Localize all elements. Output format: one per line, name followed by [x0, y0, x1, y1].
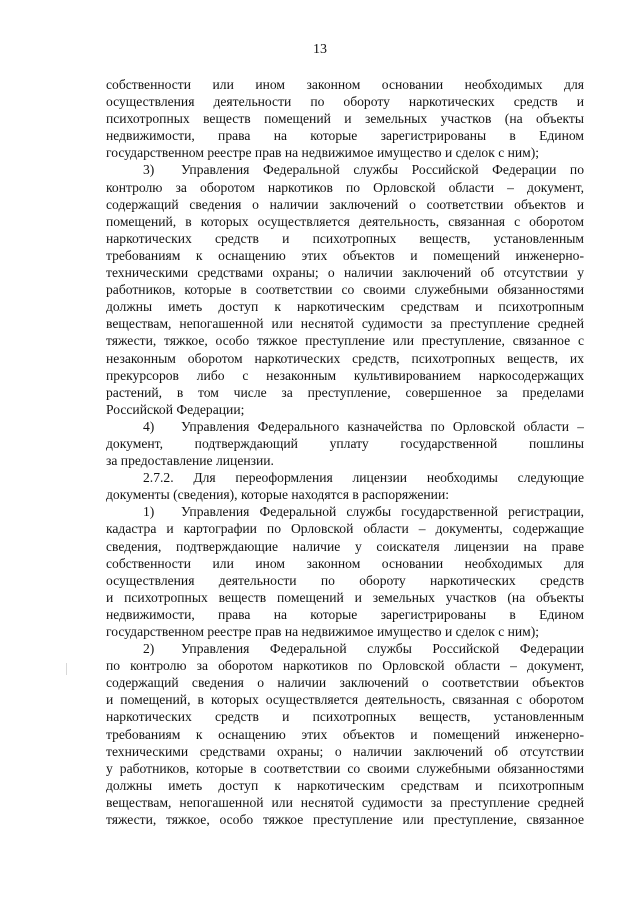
text-line	[106, 401, 584, 418]
line-text: государственном реестре прав на недвижимое имущество и сделок с ним);	[106, 624, 540, 639]
list-item-number: 3)	[143, 162, 155, 178]
line-text: техническими средствами охраны; о наличии заключений об отсутствии у	[106, 265, 584, 281]
text-line	[106, 589, 584, 606]
line-text: по контролю за оборотом наркотиков по Орловской области – документ,	[106, 658, 584, 674]
line-text: контролю за оборотом наркотиков по Орловской области – документ,	[106, 179, 584, 195]
line-text: государственном реестре прав на недвижимое имущество и сделок с ним);	[106, 145, 540, 161]
line-text: веществам, непогашенной или неснятой судимости за преступление средней	[106, 316, 584, 332]
text-line	[106, 674, 584, 691]
text-line	[106, 196, 584, 213]
text-line	[106, 640, 584, 657]
text-line	[106, 777, 584, 794]
line-text: документ, подтверждающий уплату государственной пошлины	[106, 435, 584, 451]
text-line	[106, 743, 584, 760]
line-text: растений, в том числе за преступление, совершенное за пределами	[106, 384, 584, 400]
line-text: осуществления деятельности по обороту наркотических средств	[106, 572, 584, 588]
text-line	[106, 127, 584, 144]
line-text: незаконным оборотом наркотических средств, психотропных веществ, их	[106, 350, 584, 366]
line-text: у работников, которые в соответствии со своими служебными обязанностями	[106, 760, 584, 776]
text-line	[106, 93, 584, 110]
line-text: и помещений, в которых осуществляется деятельность, связанная с оборотом	[106, 692, 584, 708]
line-text: кадастра и картографии по Орловской области – документы, содержащие	[106, 521, 584, 537]
text-line	[106, 657, 584, 674]
line-text: прекурсоров либо с незаконным культивированием наркосодержащих	[106, 367, 584, 383]
line-text: Управления Федеральной службы Российской Федерации	[181, 641, 584, 657]
text-line	[106, 110, 584, 127]
line-text: требованиям к оснащению этих объектов и помещений инженерно-	[106, 726, 584, 742]
line-text: работников, которые в соответствии со своими служебными обязанностями	[106, 282, 584, 298]
line-text: Российской Федерации;	[106, 401, 245, 417]
list-item-number: 1)	[143, 504, 155, 520]
text-line	[106, 726, 584, 743]
text-line	[106, 76, 584, 93]
text-line	[106, 469, 584, 486]
text-line	[106, 213, 584, 230]
line-text: наркотических средств и психотропных веществ, установленным	[106, 709, 584, 725]
line-text: тяжести, тяжкое, особо тяжкое преступление или преступление, связанное	[106, 812, 584, 828]
text-line	[106, 811, 584, 828]
line-text: содержащий сведения о наличии заключений о соответствии объектов и	[106, 196, 584, 212]
text-line	[106, 247, 584, 264]
line-text: должны иметь доступ к наркотическим средствам и психотропным	[106, 299, 584, 315]
text-line	[106, 384, 584, 401]
line-text: собственности или ином законном основании необходимых для	[106, 555, 584, 571]
line-text: сведения, подтверждающие наличие у соискателя лицензии на праве	[106, 538, 584, 554]
list-item-number: 2)	[143, 641, 155, 657]
text-line	[106, 520, 584, 537]
text-line	[106, 161, 584, 178]
line-text: Управления Федеральной службы Российской Федерации по	[181, 162, 584, 178]
text-line	[106, 691, 584, 708]
text-line	[106, 572, 584, 589]
text-line	[106, 350, 584, 367]
line-text: за предоставление лицензии.	[106, 453, 274, 469]
text-line	[106, 230, 584, 247]
text-line	[106, 452, 584, 469]
line-text: недвижимости, права на которые зарегистрированы в Едином	[106, 606, 584, 622]
text-line	[106, 435, 584, 452]
line-text: Управления Федерального казначейства по Орловской области –	[181, 418, 584, 434]
text-line	[106, 264, 584, 281]
text-line	[106, 298, 584, 315]
line-text: документы (сведения), которые находятся в распоряжении:	[106, 487, 450, 503]
line-text: содержащий сведения о наличии заключений о соответствии объектов	[106, 675, 584, 691]
text-line	[106, 332, 584, 349]
page-number: 13	[313, 42, 327, 57]
text-line	[106, 179, 584, 196]
line-text: должны иметь доступ к наркотическим средствам и психотропным	[106, 777, 584, 793]
line-text: 2.7.2. Для переоформления лицензии необходимы следующие	[143, 470, 584, 486]
text-line	[106, 623, 584, 640]
line-text: Управления Федеральной службы государственной регистрации,	[181, 504, 584, 520]
text-line	[106, 708, 584, 725]
line-text: психотропных веществ помещений и земельных участков (на объекты	[106, 111, 584, 127]
line-text: тяжести, тяжкое, особо тяжкое преступление или преступление, связанное с	[106, 333, 584, 349]
line-text: и психотропных веществ помещений и земельных участков (на объекты	[106, 589, 584, 605]
text-line	[106, 760, 584, 777]
text-line	[106, 367, 584, 384]
body-text	[106, 76, 584, 828]
text-line	[106, 503, 584, 520]
text-line	[106, 794, 584, 811]
margin-mark	[66, 663, 67, 675]
line-text: собственности или ином законном основании необходимых для	[106, 77, 584, 92]
text-line	[106, 315, 584, 332]
line-text: веществам, непогашенной или неснятой судимости за преступление средней	[106, 794, 584, 810]
text-line	[106, 486, 584, 503]
text-line	[106, 144, 584, 161]
text-line	[106, 606, 584, 623]
line-text: осуществления деятельности по обороту наркотических средств и	[106, 94, 584, 110]
text-line	[106, 555, 584, 572]
list-item-number: 4)	[143, 418, 155, 434]
text-line	[106, 281, 584, 298]
line-text: наркотических средств и психотропных веществ, установленным	[106, 230, 584, 246]
text-line	[106, 418, 584, 435]
line-text: помещений, в которых осуществляется деятельность, связанная с оборотом	[106, 213, 584, 229]
line-text: недвижимости, права на которые зарегистрированы в Едином	[106, 128, 584, 144]
text-line	[106, 538, 584, 555]
line-text: требованиям к оснащению этих объектов и помещений инженерно-	[106, 247, 584, 263]
line-text: техническими средствами охраны; о наличии заключений об отсутствии	[106, 743, 584, 759]
